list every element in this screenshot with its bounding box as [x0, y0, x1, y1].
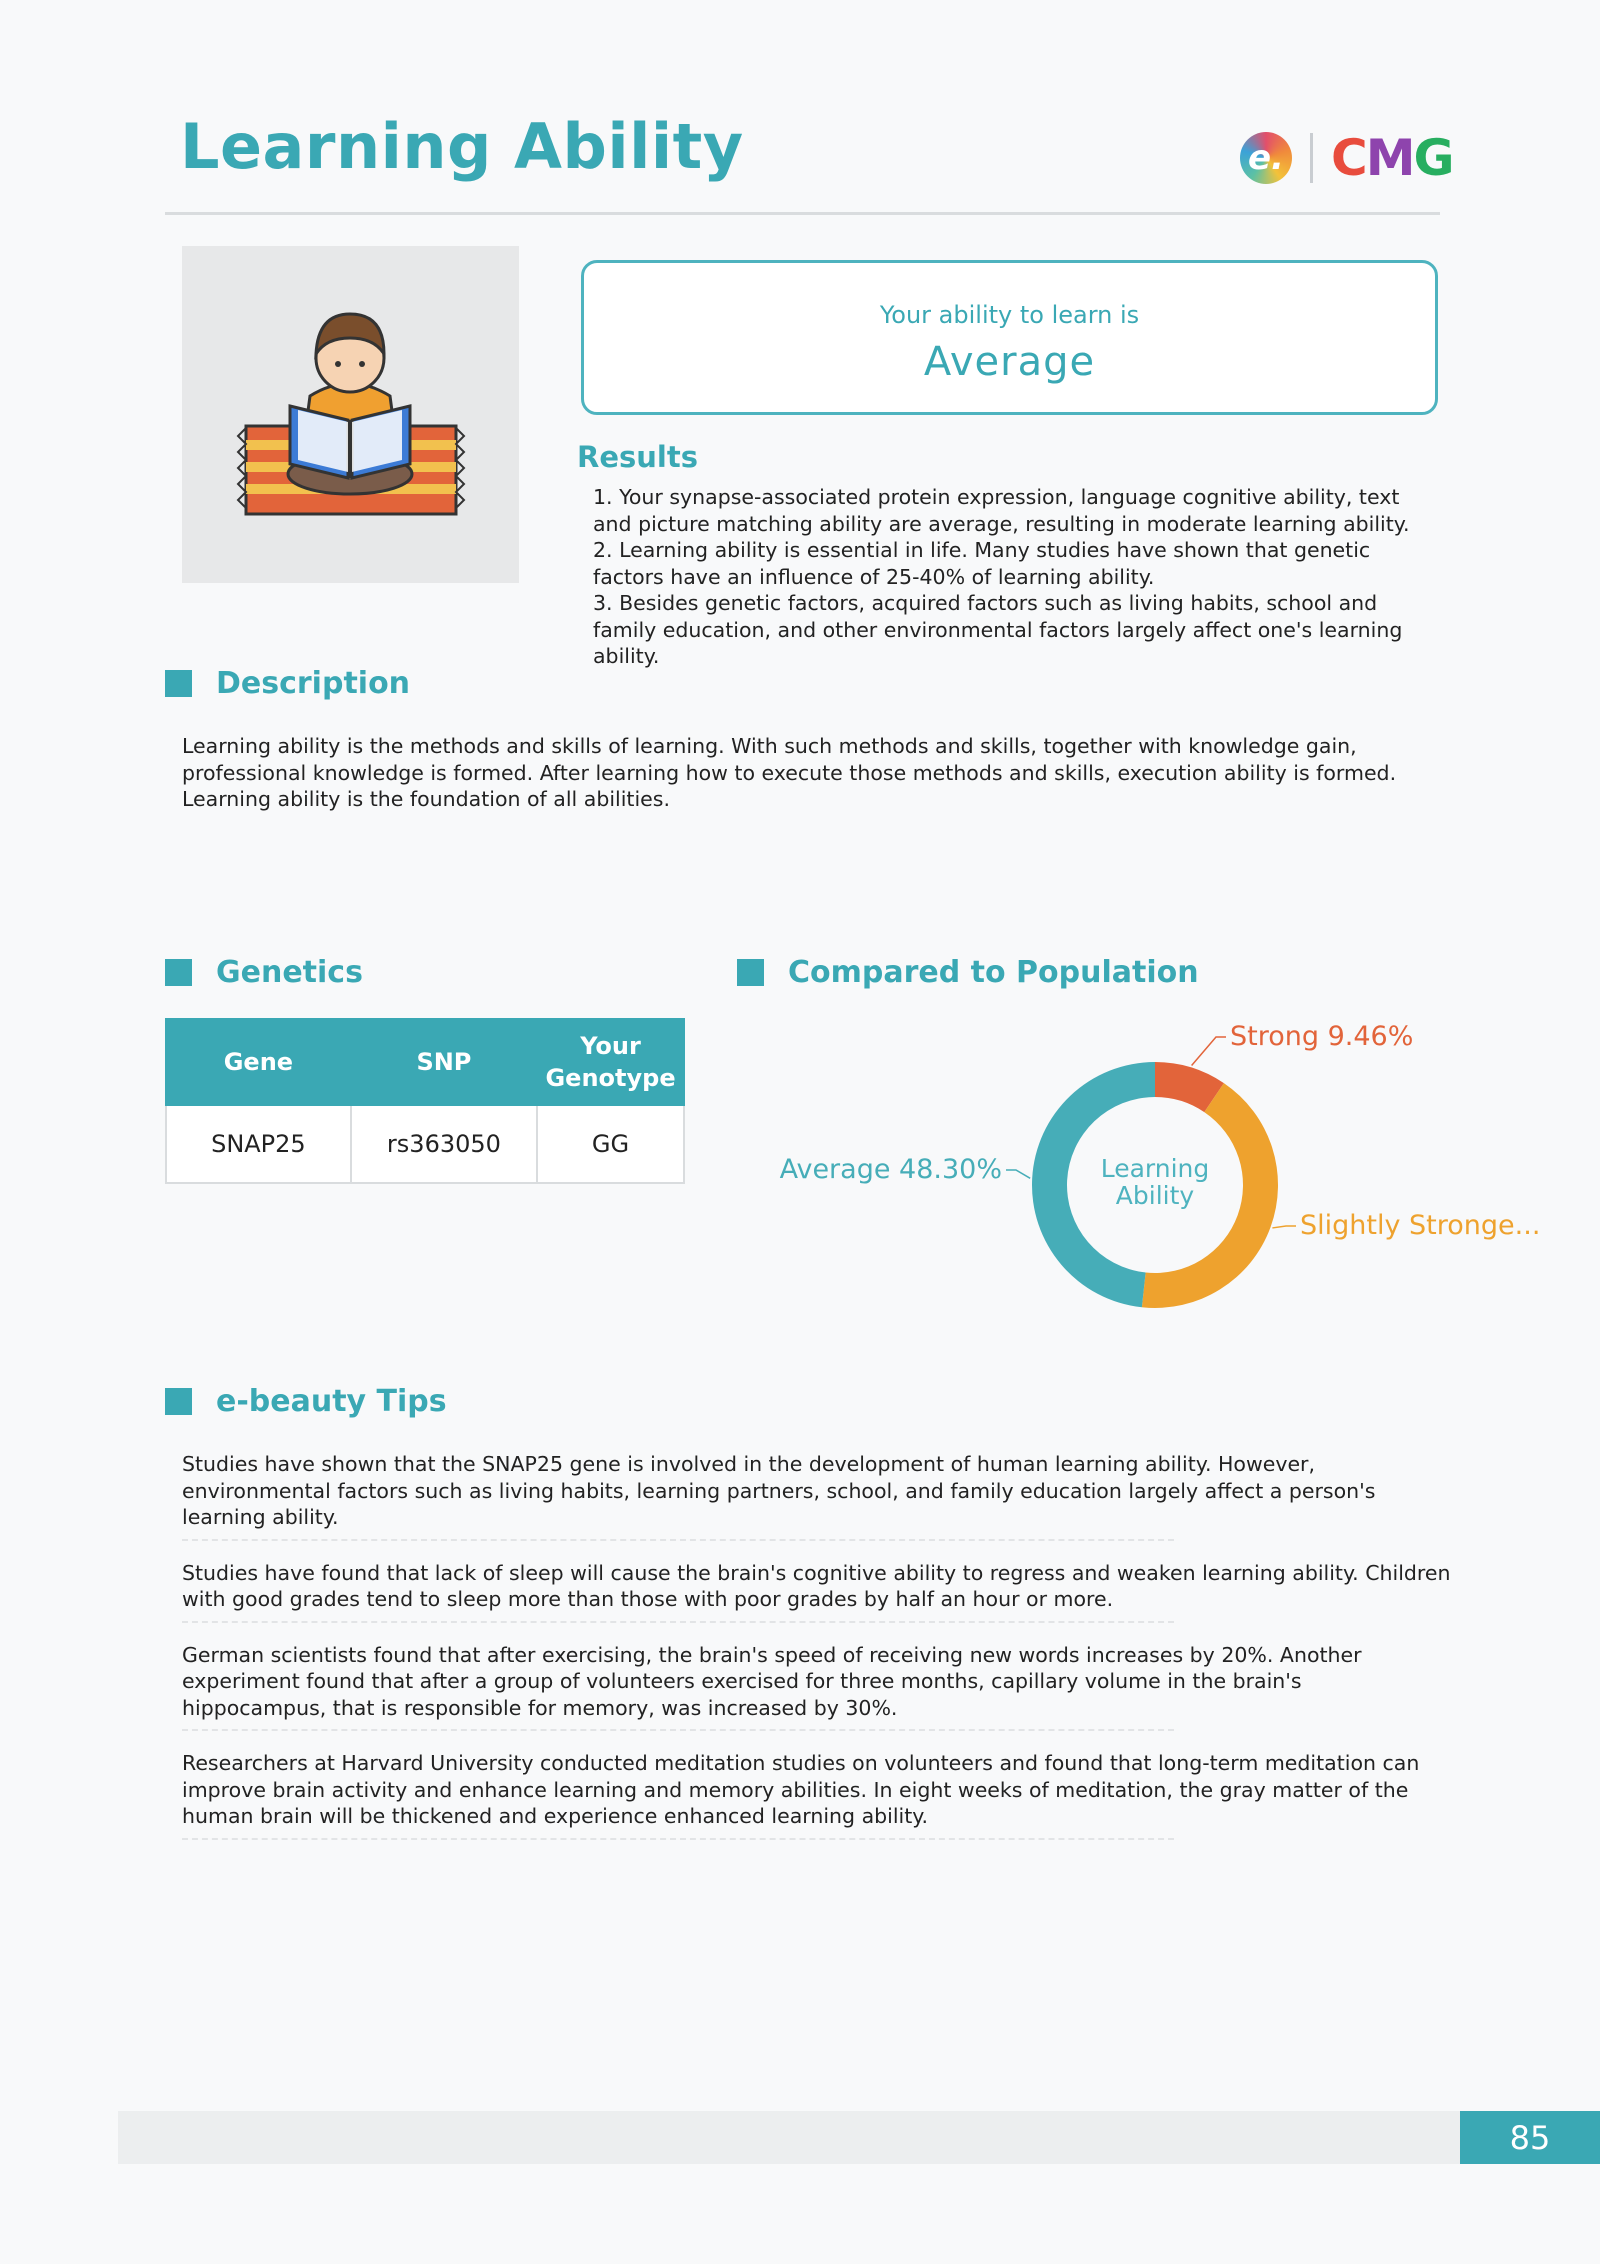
- result-item: 1. Your synapse-associated protein expression, language cognitive ability, text and picture matching ability are average, resulting in moderate learning ability.: [593, 485, 1410, 536]
- reading-child-illustration: [182, 246, 519, 583]
- result-item: 3. Besides genetic factors, acquired factors such as living habits, school and family education, and other environmental factors largely affect one's learning ability.: [593, 591, 1403, 668]
- ability-value: Average: [923, 339, 1096, 385]
- section-square-icon: [737, 959, 764, 986]
- tip-item: Researchers at Harvard University conducted meditation studies on volunteers and found that long-term meditation can improve brain activity and enhance learning and memory abilities. In eight weeks of meditation, the gray matter of the human brain will be thickened and experience enhanced learning ability.: [182, 1750, 1452, 1840]
- results-list: [593, 484, 1413, 670]
- population-heading: [737, 955, 1199, 990]
- tips-heading-label: e-beauty Tips: [216, 1384, 447, 1419]
- tip-item: German scientists found that after exercising, the brain's speed of receiving new words increases by 20%. Another experiment found that after a group of volunteers exercised for three months, capillary volume in the brain's hippocampus, that is responsible for memory, was increased by 30%.: [182, 1642, 1452, 1732]
- population-heading-label: Compared to Population: [788, 955, 1199, 990]
- page-number: 85: [1460, 2111, 1600, 2164]
- section-square-icon: [165, 1388, 192, 1415]
- tip-item: Studies have shown that the SNAP25 gene is involved in the development of human learning ability. However, environmental factors such as living habits, learning partners, school, and family education largely affect a person's learning ability.: [182, 1451, 1452, 1541]
- genetics-heading: [165, 955, 363, 990]
- description-heading: [165, 666, 410, 701]
- cmg-logo: CMG: [1331, 129, 1453, 187]
- donut-slice-label: Average 48.30%: [779, 1154, 1002, 1185]
- footer-bar: [118, 2111, 1460, 2164]
- page-title: Learning Ability: [180, 110, 744, 183]
- e-beauty-logo: e.: [1240, 132, 1292, 184]
- col-header-snp: SNP: [351, 1019, 537, 1105]
- brand-logos: [1240, 128, 1453, 188]
- genetics-table: [165, 1018, 685, 1184]
- tip-item: Studies have found that lack of sleep will cause the brain's cognitive ability to regress and weaken learning ability. Children with good grades tend to sleep more than those with poor grades by half an hour or more.: [182, 1560, 1452, 1623]
- reading-child-icon: [182, 246, 519, 583]
- header-divider: [165, 212, 1440, 215]
- result-item: 2. Learning ability is essential in life. Many studies have shown that genetic factors have an influence of 25-40% of learning ability.: [593, 538, 1371, 589]
- col-header-gene: Gene: [166, 1019, 351, 1105]
- section-square-icon: [165, 670, 192, 697]
- ability-lead-text: Your ability to learn is: [879, 301, 1140, 329]
- cell-gene: SNAP25: [166, 1105, 351, 1183]
- table-row: [166, 1105, 684, 1183]
- cell-snp: rs363050: [351, 1105, 537, 1183]
- section-square-icon: [165, 959, 192, 986]
- results-heading: Results: [577, 440, 698, 474]
- donut-leader-line: [1006, 1170, 1030, 1178]
- donut-slice-label: Strong 9.46%: [1230, 1021, 1414, 1052]
- logo-divider: [1310, 133, 1313, 183]
- description-heading-label: Description: [216, 666, 411, 701]
- donut-leader-line: [1272, 1226, 1296, 1228]
- cell-genotype: GG: [537, 1105, 684, 1183]
- genetics-heading-label: Genetics: [216, 955, 363, 990]
- tips-heading: [165, 1384, 447, 1419]
- tips-list: [182, 1451, 1452, 1859]
- ability-result-card: [581, 260, 1438, 415]
- donut-slice-label: Slightly Stronge...: [1300, 1210, 1541, 1241]
- description-text: Learning ability is the methods and skills of learning. With such methods and skills, together with knowledge gain, professional knowledge is formed. After learning how to execute those methods and skills, execution ability is formed. Learning ability is the foundation of all abilities.: [182, 734, 1397, 811]
- donut-center-label-line1: Learning: [1100, 1154, 1210, 1183]
- population-donut-chart: [740, 1010, 1600, 1340]
- col-header-genotype: Your Genotype: [537, 1019, 684, 1105]
- donut-leader-line: [1192, 1037, 1226, 1065]
- donut-center-label-line2: Ability: [1115, 1181, 1195, 1210]
